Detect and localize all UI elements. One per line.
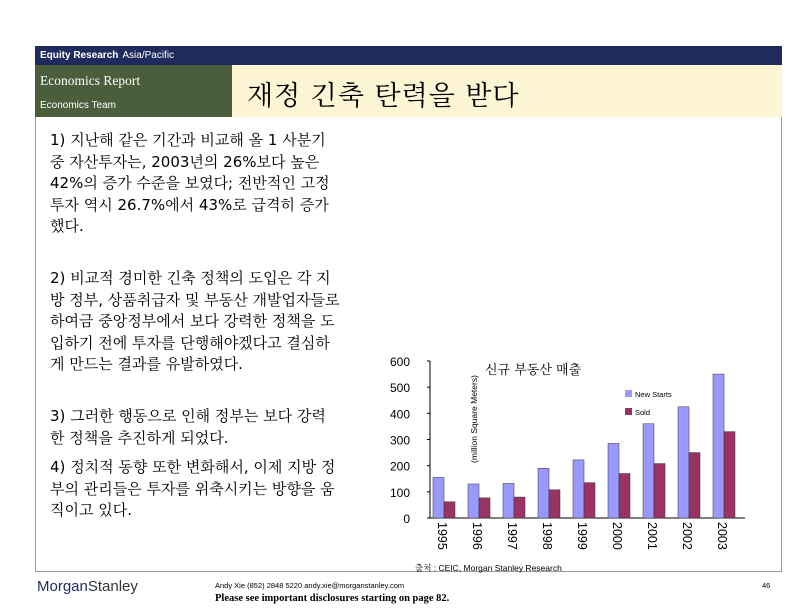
bullet-text: 그러한 행동으로 인해 정부는 보다 강력한 정책을 추진하게 되었다.	[50, 407, 326, 447]
legend-label: New Starts	[635, 390, 672, 399]
chart-title: 신규 부동산 매출	[485, 363, 582, 378]
top-bar	[35, 46, 782, 65]
page-title: 재정 긴축 탄력을 받다	[247, 81, 520, 112]
bar-sold	[654, 464, 665, 518]
x-tick-label: 1996	[470, 522, 484, 550]
bullet-number: 4)	[50, 458, 66, 476]
bar-sold	[584, 483, 595, 518]
y-tick-label: 500	[389, 381, 410, 396]
y-tick-label: 300	[389, 433, 410, 448]
chart-source: 출처 : CEIC, Morgan Stanley Research	[415, 563, 562, 573]
y-tick-label: 600	[389, 355, 410, 369]
x-tick-label: 2000	[610, 522, 624, 550]
page-number: 46	[762, 581, 771, 590]
morgan-stanley-logo	[37, 578, 138, 595]
x-tick-label: 2001	[645, 522, 659, 550]
y-tick-label: 100	[389, 485, 410, 500]
y-tick-label: 0	[403, 512, 410, 526]
y-tick-label: 200	[389, 459, 410, 474]
logo-morgan: Morgan	[37, 578, 88, 595]
bullet-text: 정치적 동향 또한 변화해서, 이제 지방 정부의 관리들은 투자를 위축시키는 방향을 움직이고 있다.	[50, 458, 336, 519]
bar-new-starts	[608, 443, 619, 518]
x-tick-label: 2002	[680, 522, 694, 550]
disclosure-note: Please see important disclosures starting on page 82.	[215, 593, 450, 604]
bullet-1	[50, 130, 340, 238]
x-tick-label: 1998	[540, 522, 554, 550]
bar-new-starts	[678, 407, 689, 518]
bullet-2	[50, 268, 340, 376]
x-tick-label: 1999	[575, 522, 589, 550]
logo-stanley: Stanley	[87, 578, 138, 595]
bar-sold	[479, 498, 490, 518]
legend-swatch	[625, 390, 632, 397]
bar-new-starts	[573, 460, 584, 518]
x-tick-label: 2003	[715, 522, 729, 550]
bullet-number: 1)	[50, 131, 66, 149]
bar-chart	[380, 350, 760, 565]
bar-new-starts	[468, 484, 479, 518]
bullet-3	[50, 406, 340, 449]
bar-sold	[549, 490, 560, 518]
y-tick-label: 400	[389, 407, 410, 422]
bar-new-starts	[538, 468, 549, 518]
bullet-text: 비교적 경미한 긴축 정책의 도입은 각 지방 정부, 상품취급자 및 부동산 개발업자들로 하여금 중앙정부에서 보다 강력한 정책을 도입하기 전에 투자를 단행해야겠다고 결심하게 만드는 결과를 유발하였다.	[50, 269, 340, 373]
research-label: Equity Research	[40, 50, 119, 61]
bullet-text: 지난해 같은 기간과 비교해 올 1 사분기중 자산투자는, 2003년의 26%보다 높은 42%의 증가 수준을 보였다; 전반적인 고정투자 역시 26.7%에서 43%로 급격히 증가했다.	[50, 131, 330, 235]
legend-swatch	[625, 408, 632, 415]
x-tick-label: 1997	[505, 522, 519, 550]
bullet-number: 2)	[50, 269, 66, 287]
chart-y-axis-label: (million Square Meters)	[469, 375, 479, 463]
bullet-number: 3)	[50, 407, 66, 425]
bullet-4	[50, 457, 340, 522]
bar-sold	[689, 453, 700, 518]
bar-sold	[444, 502, 455, 518]
bar-new-starts	[503, 483, 514, 518]
region-label: Asia/Pacific	[122, 50, 175, 61]
bar-new-starts	[713, 374, 724, 518]
header-left-panel	[35, 65, 232, 117]
report-label: Economics Report	[40, 73, 141, 88]
team-label: Economics Team	[40, 100, 116, 111]
x-tick-label: 1995	[435, 522, 449, 550]
analyst-contact: Andy Xie (852) 2848 5220 andy.xie@morganstanley.com	[215, 581, 405, 590]
bar-new-starts	[433, 477, 444, 518]
bar-sold	[724, 432, 735, 518]
bar-new-starts	[643, 424, 654, 518]
header-title-panel	[232, 65, 782, 117]
legend-label: Sold	[635, 408, 651, 417]
bar-sold	[619, 474, 630, 518]
bar-sold	[514, 497, 525, 518]
